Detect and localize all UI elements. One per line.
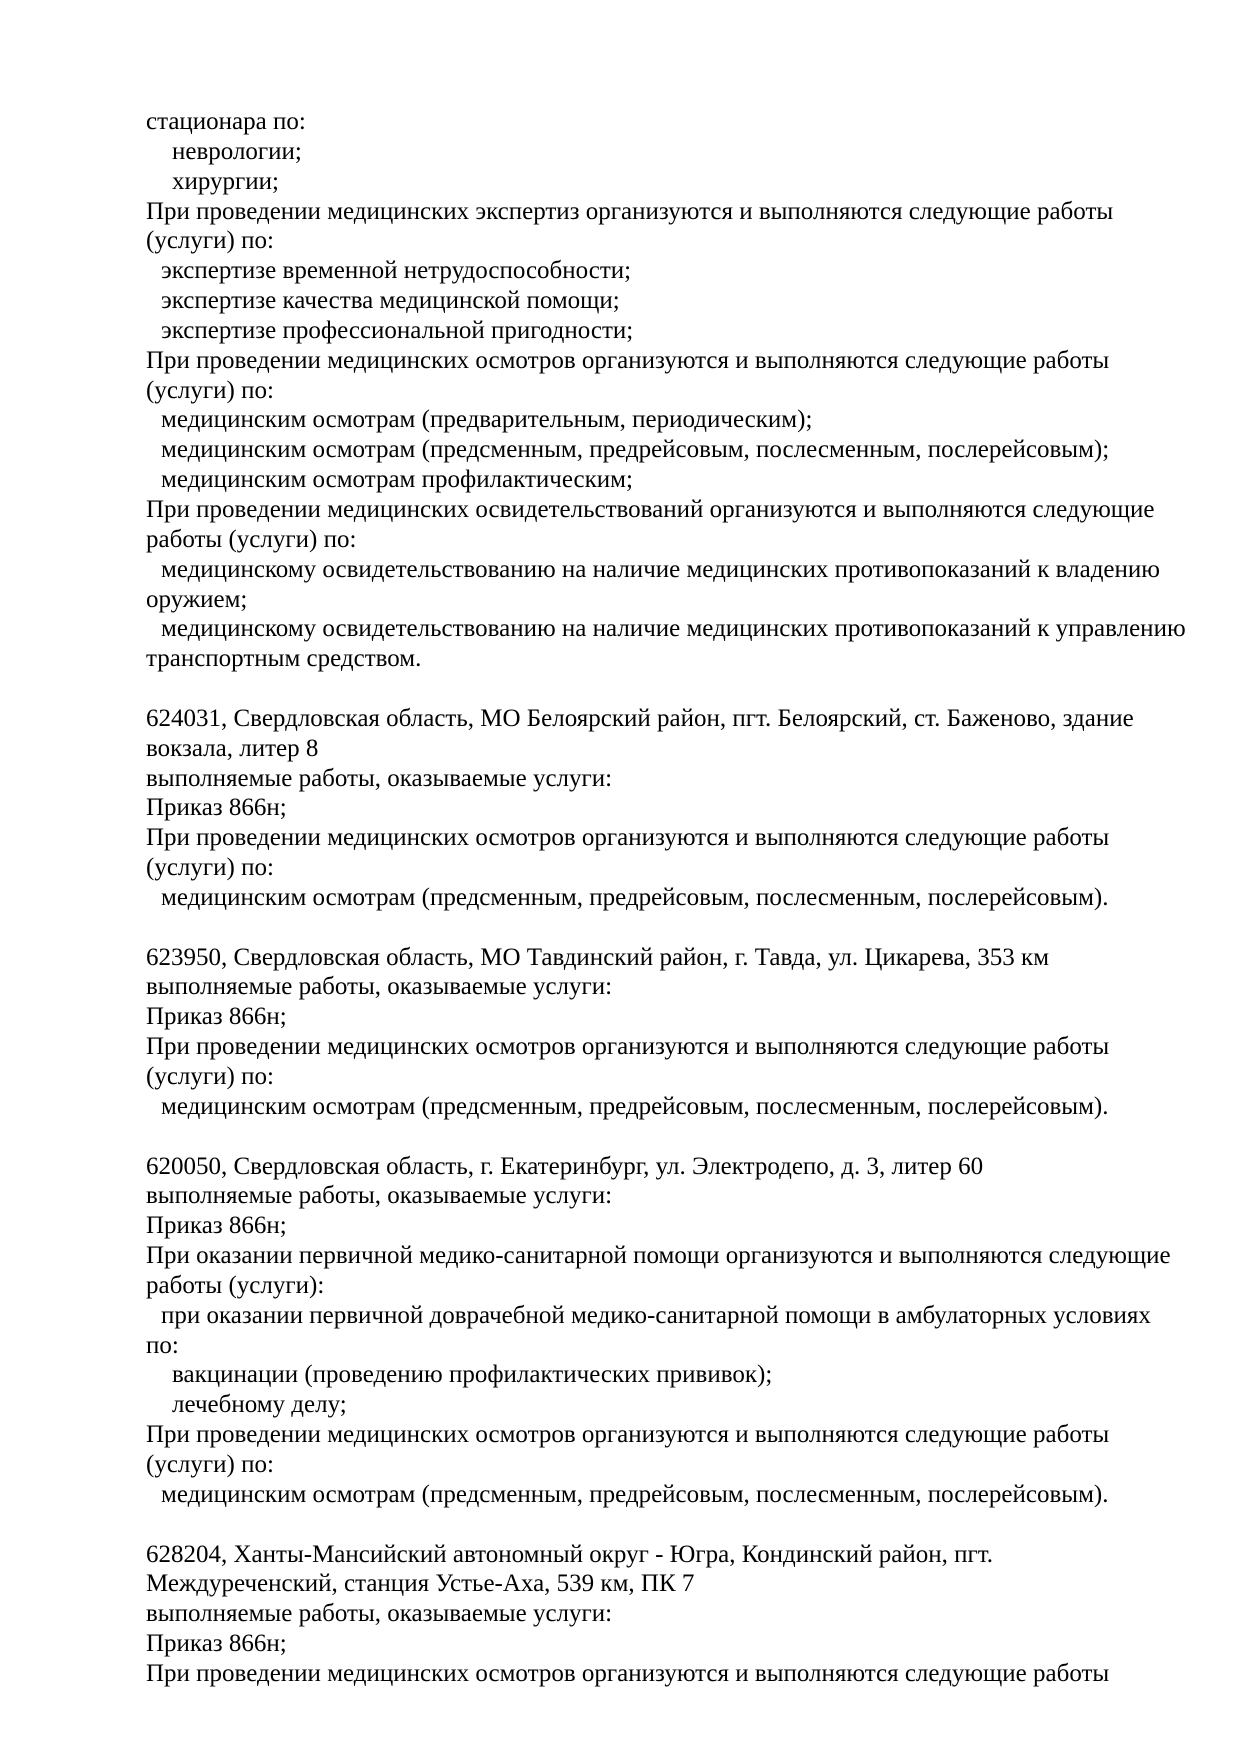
text-line: медицинскому освидетельствованию на наличие медицинских противопоказаний к управлению bbox=[161, 615, 1186, 643]
blank-line bbox=[146, 674, 1220, 704]
text-line: медицинским осмотрам профилактическим; bbox=[161, 466, 633, 494]
text-line: При проведении медицинских осмотров организуются и выполняются следующие работы bbox=[146, 1033, 1110, 1061]
text-line: вакцинации (проведению профилактических прививок); bbox=[172, 1361, 773, 1389]
text-line: выполняемые работы, оказываемые услуги: bbox=[146, 973, 613, 1001]
text-line: медицинским осмотрам (предсменным, предрейсовым, послесменным, послерейсовым). bbox=[161, 1480, 1109, 1508]
text-line: лечебному делу; bbox=[172, 1391, 347, 1419]
text-line: выполняемые работы, оказываемые услуги: bbox=[146, 1600, 613, 1628]
blank-line bbox=[146, 1122, 1220, 1152]
text-line: Приказ 866н; bbox=[146, 1212, 287, 1240]
text-line: транспортным средством. bbox=[146, 645, 422, 673]
text-line: Приказ 866н; bbox=[146, 794, 287, 822]
text-line: 628204, Ханты-Мансийский автономный округ - Югра, Кондинский район, пгт. bbox=[146, 1540, 994, 1568]
text-line: экспертизе качества медицинской помощи; bbox=[161, 287, 620, 315]
text-line: (услуги) по: bbox=[146, 227, 274, 255]
text-line: При оказании первичной медико-санитарной помощи организуются и выполняются следующие bbox=[146, 1242, 1171, 1270]
text-line: при оказании первичной доврачебной медико-санитарной помощи в амбулаторных условиях bbox=[161, 1301, 1151, 1329]
text-line: При проведении медицинских освидетельствований организуются и выполняются следующие bbox=[146, 495, 1155, 523]
text-line: медицинским осмотрам (предсменным, предрейсовым, послесменным, послерейсовым). bbox=[161, 1092, 1109, 1120]
text-line: стационара по: bbox=[146, 108, 306, 135]
text-line: работы (услуги): bbox=[146, 1271, 325, 1299]
text-line: При проведении медицинских экспертиз организуются и выполняются следующие работы bbox=[146, 197, 1114, 225]
text-line: Приказ 866н; bbox=[146, 1003, 287, 1031]
text-line: (услуги) по: bbox=[146, 1450, 274, 1478]
text-line: неврологии; bbox=[172, 137, 302, 165]
text-line: работы (услуги) по: bbox=[146, 525, 357, 553]
text-line: по: bbox=[146, 1331, 179, 1359]
text-line: медицинским осмотрам (предсменным, предрейсовым, послесменным, послерейсовым); bbox=[161, 436, 1110, 464]
text-line: 624031, Свердловская область, МО Белоярский район, пгт. Белоярский, ст. Баженово, здание bbox=[146, 704, 1134, 732]
blank-line bbox=[146, 1510, 1220, 1540]
text-line: выполняемые работы, оказываемые услуги: bbox=[146, 1182, 613, 1210]
text-line: выполняемые работы, оказываемые услуги: bbox=[146, 764, 613, 792]
text-line: медицинскому освидетельствованию на наличие медицинских противопоказаний к владению bbox=[161, 555, 1160, 583]
text-line: (услуги) по: bbox=[146, 1063, 274, 1090]
text-line: хирургии; bbox=[172, 167, 280, 195]
text-line: экспертизе профессиональной пригодности; bbox=[161, 316, 634, 344]
text-line: При проведении медицинских осмотров организуются и выполняются следующие работы bbox=[146, 824, 1110, 852]
text-line: Междуреченский, станция Устье-Аха, 539 км, ПК 7 bbox=[146, 1570, 695, 1598]
text-line: медицинским осмотрам (предварительным, периодическим); bbox=[161, 406, 813, 434]
text-line: (услуги) по: bbox=[146, 854, 274, 882]
text-line: При проведении медицинских осмотров организуются и выполняются следующие работы bbox=[146, 1659, 1110, 1687]
text-line: При проведении медицинских осмотров организуются и выполняются следующие работы bbox=[146, 346, 1110, 374]
text-line: При проведении медицинских осмотров организуются и выполняются следующие работы bbox=[146, 1421, 1110, 1449]
text-line: медицинским осмотрам (предсменным, предрейсовым, послесменным, послерейсовым). bbox=[161, 883, 1109, 911]
text-line: оружием; bbox=[146, 585, 248, 613]
text-line: экспертизе временной нетрудоспособности; bbox=[161, 257, 632, 285]
text-line: 620050, Свердловская область, г. Екатеринбург, ул. Электродепо, д. 3, литер 60 bbox=[146, 1152, 984, 1180]
text-line: Приказ 866н; bbox=[146, 1630, 287, 1658]
text-line: вокзала, литер 8 bbox=[146, 734, 319, 762]
blank-line bbox=[146, 913, 1220, 943]
text-line: 623950, Свердловская область, МО Тавдинский район, г. Тавда, ул. Цикарева, 353 км bbox=[146, 943, 1050, 971]
text-line: (услуги) по: bbox=[146, 376, 274, 404]
